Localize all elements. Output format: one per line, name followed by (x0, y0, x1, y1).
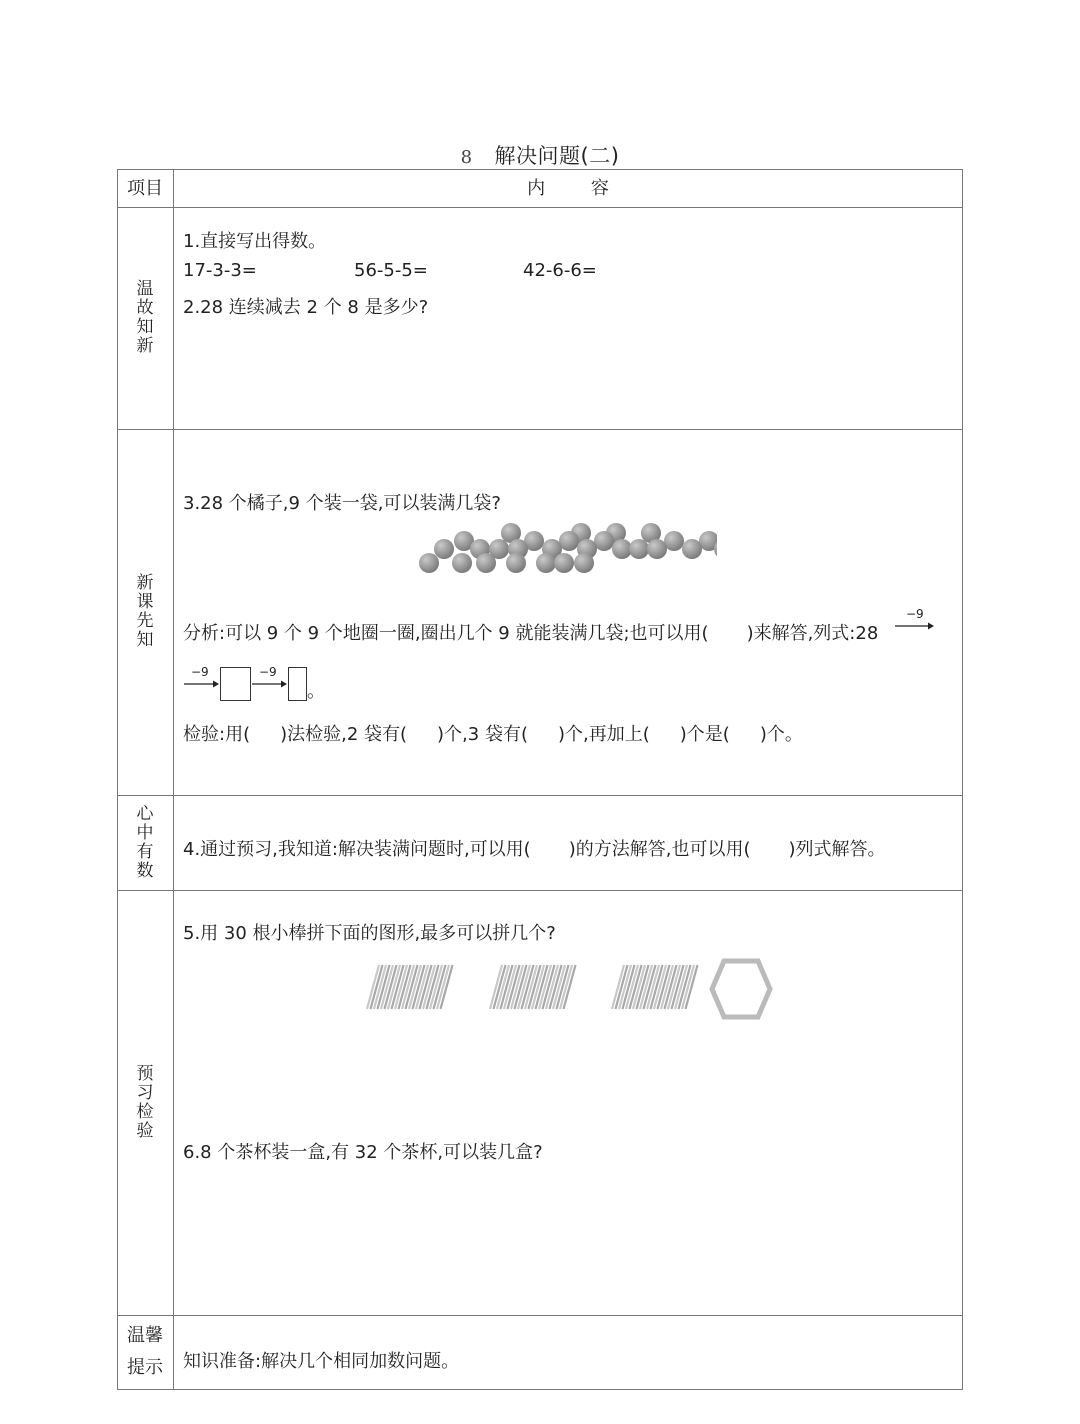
label-new-lesson (117, 429, 173, 795)
row-divider-3 (117, 890, 963, 891)
table-border-bottom (117, 1389, 963, 1390)
label-review (117, 207, 173, 429)
worksheet-table (117, 169, 963, 1390)
analysis-text-a: 分析:可以 9 个 9 个地圈一圈,圈出几个 9 就能装满几袋;也可以用( (183, 623, 709, 644)
orange (419, 553, 439, 573)
orange (629, 539, 649, 559)
label-char: 检 (136, 1101, 154, 1122)
label-char: 知 (136, 317, 154, 337)
lesson-title: 解决问题(二) (494, 144, 620, 168)
check-text: )个。 (759, 724, 803, 745)
orange (452, 553, 472, 573)
q4-text: )列式解答。 (788, 839, 886, 860)
arrow-minus-9 (894, 607, 934, 637)
question-5: 5.用 30 根小棒拼下面的图形,最多可以拼几个? (183, 923, 556, 944)
arrow-label: −9 (906, 607, 924, 621)
answer-box-1[interactable] (220, 667, 251, 701)
check-text: )法检验,2 袋有( (280, 724, 408, 745)
label-char: 有 (136, 841, 154, 862)
calc-2: 56-5-5= (354, 260, 428, 281)
check-text: )个是( (679, 724, 730, 745)
arrow-minus-9 (183, 665, 219, 695)
q4-text: )的方法解答,也可以用( (568, 839, 751, 860)
label-char: 数 (136, 860, 154, 881)
orange (574, 553, 594, 573)
stick-bundle (490, 965, 576, 1009)
stick-bundle (612, 965, 698, 1009)
label-char: 先 (136, 611, 154, 631)
label-char: 新 (136, 573, 154, 593)
arrow-minus-9 (251, 665, 287, 695)
label-char: 习 (136, 1082, 154, 1103)
label-char: 故 (136, 298, 154, 318)
lesson-number: 8 (460, 147, 473, 168)
page-title (0, 140, 1080, 170)
orange (554, 553, 574, 573)
row-divider-4 (117, 1315, 963, 1316)
header-divider (117, 207, 963, 208)
check-text: 检验:用( (183, 724, 251, 745)
stick-bundle (367, 965, 453, 1009)
label-char: 温 (136, 279, 154, 299)
orange (476, 553, 496, 573)
label-tips (117, 1315, 173, 1389)
question-4 (183, 835, 886, 861)
row-divider-2 (117, 795, 963, 796)
check-line (183, 720, 803, 746)
analysis-line (183, 619, 878, 645)
arrow-label: −9 (259, 665, 277, 679)
label-char: 新 (136, 336, 154, 356)
row-divider-1 (117, 429, 963, 430)
analysis-end: 。 (307, 681, 325, 702)
oranges-illustration (417, 519, 717, 591)
orange (536, 553, 556, 573)
label-char: 心 (136, 803, 154, 824)
column-divider (173, 169, 174, 1390)
label-summary (117, 795, 173, 890)
tip-text: 知识准备:解决几个相同加数问题。 (183, 1351, 460, 1372)
question-6: 6.8 个茶杯装一盒,有 32 个茶杯,可以装几盒? (183, 1142, 543, 1163)
check-text: )个,3 袋有( (437, 724, 528, 745)
sticks-illustration (362, 955, 782, 1023)
label-char: 中 (136, 822, 154, 843)
label-char: 预 (136, 1063, 154, 1084)
calc-3: 42-6-6= (523, 260, 597, 281)
header-item: 项目 (127, 178, 163, 199)
label-practice (117, 890, 173, 1315)
question-3: 3.28 个橘子,9 个装一袋,可以装满几袋? (183, 493, 501, 514)
orange (506, 553, 526, 573)
orange (647, 539, 667, 559)
label-char: 验 (136, 1120, 154, 1141)
check-text: )个,再加上( (558, 724, 650, 745)
orange (682, 539, 702, 559)
orange (664, 531, 684, 551)
table-border-right (962, 169, 963, 1390)
label-char: 知 (136, 630, 154, 650)
arrow-label: −9 (191, 665, 209, 679)
question-1: 1.直接写出得数。 (183, 231, 327, 252)
answer-box-2[interactable] (288, 667, 307, 701)
hexagon-shape (712, 961, 770, 1017)
calc-1: 17-3-3= (183, 260, 257, 281)
question-2: 2.28 连续减去 2 个 8 是多少? (183, 297, 429, 318)
analysis-text-b: )来解答,列式:28 (746, 623, 879, 644)
label-line: 提示 (127, 1357, 163, 1378)
orange (594, 531, 614, 551)
label-char: 课 (136, 592, 154, 612)
orange (559, 531, 579, 551)
label-line: 温馨 (127, 1325, 163, 1346)
q4-text: 4.通过预习,我知道:解决装满问题时,可以用( (183, 839, 531, 860)
header-content: 内 容 (527, 178, 609, 199)
orange (434, 539, 454, 559)
